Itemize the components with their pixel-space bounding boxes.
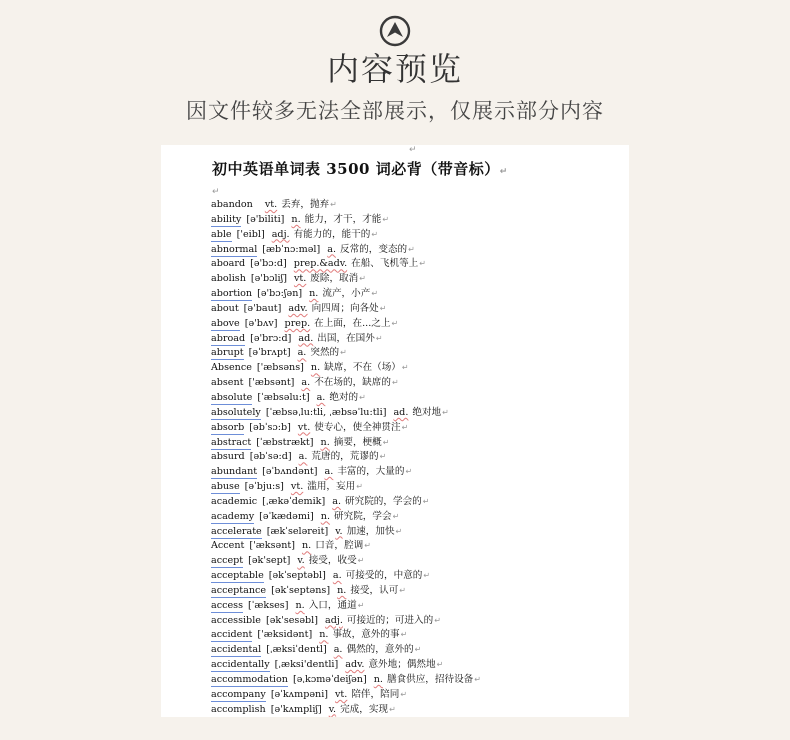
entry-definition: 可接受的，中意的 <box>345 570 423 582</box>
entry-part-of-speech: a. <box>324 466 334 478</box>
paragraph-mark: ↵ <box>414 645 422 655</box>
entry-definition: 事故，意外的事 <box>332 629 400 641</box>
entry-word: abstract <box>211 436 252 448</box>
entry-part-of-speech: v. <box>335 525 343 537</box>
entry-definition: 口音，腔调 <box>315 540 364 552</box>
entry-part-of-speech: n. <box>301 540 312 552</box>
entry-definition: 有能力的，能干的 <box>293 228 371 240</box>
entry-part-of-speech: a. <box>298 451 308 463</box>
entry-phonetic: [ə'baut] <box>243 302 282 314</box>
entry-phonetic: [ˌæksi'dentli] <box>274 659 339 671</box>
entry-part-of-speech: a. <box>316 391 326 403</box>
entry-phonetic: [ˈækses] <box>248 599 289 611</box>
paragraph-mark: ↵ <box>389 704 396 714</box>
entry-definition: 绝对的 <box>329 391 359 403</box>
entry-word: acceptance <box>211 584 267 596</box>
entry-phonetic: [əkˈseptəns] <box>271 584 331 596</box>
word-entry <box>211 391 621 406</box>
paragraph-mark: ↵ <box>409 145 417 155</box>
entry-word: abroad <box>211 332 246 344</box>
entry-phonetic: [əˈbrʌpt] <box>248 347 291 359</box>
word-entry <box>211 569 621 584</box>
entry-definition: 缺席，不在（场） <box>324 362 401 374</box>
entry-word: aboard <box>211 258 246 270</box>
entry-part-of-speech: vt. <box>335 688 348 700</box>
entry-phonetic: ['æbsənt] <box>248 377 295 389</box>
entry-word: abrupt <box>211 347 244 359</box>
entry-word: accommodation <box>211 674 288 685</box>
paragraph-mark: ↵ <box>401 363 409 373</box>
entry-phonetic: [əˈkʌmpəni] <box>270 688 329 700</box>
entry-definition: 突然的 <box>310 347 340 359</box>
word-entry <box>211 287 621 302</box>
entry-definition: 完成，实现 <box>340 703 389 715</box>
logo-icon <box>379 15 411 47</box>
entry-word: absent <box>211 377 244 389</box>
paragraph-mark: ↵ <box>405 467 413 477</box>
entry-word: accidental <box>211 644 262 656</box>
entry-word: absolutely <box>211 406 261 418</box>
entry-part-of-speech: a. <box>297 347 307 359</box>
paragraph-mark: ↵ <box>401 422 409 432</box>
entry-phonetic: [əˈkædəmi] <box>259 510 314 522</box>
entry-part-of-speech: a. <box>332 495 342 507</box>
paragraph-mark: ↵ <box>400 630 408 640</box>
entry-word: about <box>211 302 239 314</box>
entry-phonetic: [ə'bʌv] <box>244 317 278 329</box>
entry-phonetic: [ˈæbstrækt] <box>256 436 314 448</box>
word-entry <box>211 228 621 243</box>
word-entry <box>211 599 621 614</box>
word-entry <box>211 688 621 703</box>
entry-phonetic: [ə'bɔ:d] <box>250 258 287 270</box>
entry-word: accelerate <box>211 525 262 537</box>
entry-part-of-speech: ad. <box>393 406 409 418</box>
preview-header <box>0 0 790 145</box>
paragraph-mark: ↵ <box>436 660 444 670</box>
entry-phonetic: [ə'bɔliʃ] <box>250 273 287 285</box>
word-entry <box>211 332 621 347</box>
entry-phonetic: [ə'brɔ:d] <box>250 332 292 344</box>
word-entry <box>211 272 621 287</box>
word-list <box>211 198 621 717</box>
page-subtitle: 因文件较多无法全部展示，仅展示部分内容 <box>186 99 604 123</box>
paragraph-mark: ↵ <box>395 526 403 536</box>
entry-phonetic: [əbˈsɔ:b] <box>249 421 291 433</box>
word-entry <box>211 614 621 629</box>
entry-word: accomplish <box>211 703 266 715</box>
entry-part-of-speech: adv. <box>345 659 365 671</box>
entry-definition: 能力，才干，才能 <box>304 213 382 225</box>
entry-part-of-speech: n. <box>320 436 330 448</box>
entry-definition: 丢弃，抛弃 <box>281 199 330 210</box>
entry-phonetic: [əbˈsə:d] <box>249 451 292 463</box>
word-entry <box>211 436 621 451</box>
paragraph-mark: ↵ <box>212 187 220 197</box>
entry-phonetic: [ək'sesəbl] <box>265 614 318 626</box>
paragraph-mark: ↵ <box>391 378 399 388</box>
entry-part-of-speech: n. <box>291 213 301 225</box>
entry-definition: 向四周；向各处 <box>311 302 379 314</box>
paragraph-mark: ↵ <box>340 348 347 358</box>
word-entry <box>211 628 621 643</box>
entry-word: abnormal <box>211 243 258 255</box>
word-entry <box>211 554 621 569</box>
word-entry <box>211 361 621 376</box>
entry-phonetic: ['æbsəns] <box>256 362 304 374</box>
word-entry <box>211 257 621 272</box>
word-entry <box>211 480 621 495</box>
entry-part-of-speech: ad. <box>298 332 314 344</box>
paragraph-mark: ↵ <box>382 437 390 447</box>
entry-phonetic: [ækˈseləreit] <box>266 525 329 537</box>
paragraph-mark: ↵ <box>422 496 430 506</box>
paragraph-mark: ↵ <box>357 600 365 610</box>
word-entry <box>211 346 621 361</box>
entry-part-of-speech: n. <box>319 629 329 641</box>
entry-phonetic: [əˈbju:s] <box>244 481 284 493</box>
entry-phonetic: [ək'sept] <box>248 555 291 567</box>
entry-part-of-speech: adj. <box>324 614 343 626</box>
entry-word: accept <box>211 555 244 567</box>
paragraph-mark: ↵ <box>391 318 399 328</box>
word-entry <box>211 658 621 673</box>
entry-definition: 陪伴，陪同 <box>351 688 400 700</box>
entry-phonetic: [æbˈnɔ:məl] <box>262 243 321 255</box>
entry-part-of-speech: vt. <box>264 199 278 210</box>
entry-word: ability <box>211 213 242 225</box>
entry-word: absolute <box>211 391 253 403</box>
entry-definition: 偶然的，意外的 <box>346 644 414 656</box>
paragraph-mark: ↵ <box>379 303 387 313</box>
word-entry <box>211 525 621 540</box>
entry-word: abolish <box>211 273 246 285</box>
word-entry <box>211 703 621 717</box>
word-entry <box>211 317 621 332</box>
entry-definition: 摘要，梗概 <box>333 436 382 448</box>
entry-part-of-speech: vt. <box>290 481 304 493</box>
paragraph-mark: ↵ <box>423 571 431 581</box>
entry-definition: 丰富的，大量的 <box>337 466 405 478</box>
entry-definition: 入口，通道 <box>308 599 357 611</box>
entry-part-of-speech: n. <box>295 599 305 611</box>
entry-part-of-speech: a. <box>333 644 343 656</box>
word-entry <box>211 465 621 480</box>
entry-phonetic: [ə'bɔ:ʃən] <box>257 288 303 300</box>
word-entry <box>211 539 621 554</box>
paragraph-mark: ↵ <box>408 244 415 254</box>
entry-definition: 反常的，变态的 <box>340 243 408 255</box>
paragraph-mark: ↵ <box>364 541 371 551</box>
entry-definition: 加速，加快 <box>346 525 395 537</box>
entry-phonetic: ['eibl] <box>236 228 265 240</box>
entry-word: absurd <box>211 451 245 463</box>
entry-definition: 滥用，妄用 <box>307 481 356 493</box>
entry-word: above <box>211 317 240 329</box>
paragraph-mark: ↵ <box>419 259 426 269</box>
entry-part-of-speech: v. <box>328 703 337 715</box>
entry-word: Absence <box>211 362 252 374</box>
entry-word: accidentally <box>211 659 270 671</box>
entry-definition: 在船、飞机等上 <box>351 258 419 270</box>
entry-part-of-speech: prep. <box>284 317 311 329</box>
entry-definition: 流产，小产 <box>322 288 371 300</box>
entry-part-of-speech: vt. <box>297 421 311 433</box>
entry-definition: 可接近的；可进入的 <box>346 614 434 626</box>
paragraph-mark: ↵ <box>357 556 365 566</box>
word-entry <box>211 243 621 258</box>
entry-part-of-speech: a. <box>332 570 342 582</box>
paragraph-mark: ↵ <box>359 392 366 402</box>
entry-phonetic: [ə'biliti] <box>246 213 285 225</box>
paragraph-mark: ↵ <box>375 333 383 343</box>
paragraph-mark: ↵ <box>442 407 449 417</box>
entry-word: accident <box>211 629 253 641</box>
entry-definition: 废除，取消 <box>310 273 359 285</box>
entry-phonetic: [ə'kʌmpliʃ] <box>270 703 322 715</box>
entry-phonetic: [əˈbʌndənt] <box>262 466 318 478</box>
paragraph-mark: ↵ <box>434 615 441 625</box>
paragraph-mark: ↵ <box>474 675 481 684</box>
entry-part-of-speech: n. <box>309 288 319 300</box>
entry-word: abuse <box>211 481 240 493</box>
entry-word: abortion <box>211 288 253 300</box>
word-entry <box>211 584 621 599</box>
entry-part-of-speech: a. <box>301 377 311 389</box>
word-entry <box>211 673 621 688</box>
entry-definition: 接受，收受 <box>308 555 357 567</box>
paragraph-mark: ↵ <box>392 511 400 521</box>
entry-definition: 接受，认可 <box>350 584 399 596</box>
entry-definition: 在上面，在...之上 <box>314 317 391 329</box>
word-entry <box>211 450 621 465</box>
entry-definition: 研究院的，学会的 <box>345 495 422 507</box>
paragraph-mark: ↵ <box>356 482 363 492</box>
entry-phonetic: ['æksidənt] <box>257 629 313 641</box>
entry-part-of-speech: n. <box>320 510 331 522</box>
entry-definition: 意外地；偶然地 <box>368 659 436 671</box>
entry-part-of-speech: prep.&adv. <box>293 258 348 270</box>
paragraph-mark: ↵ <box>399 585 406 595</box>
entry-definition: 不在场的，缺席的 <box>314 377 391 389</box>
word-entry <box>211 198 621 213</box>
entry-phonetic: [əˌkɔməˈdeiʃən] <box>292 674 367 685</box>
entry-part-of-speech: adj. <box>271 228 290 240</box>
entry-part-of-speech: n. <box>373 674 383 685</box>
paragraph-mark: ↵ <box>330 200 337 209</box>
word-entry <box>211 406 621 421</box>
word-entry <box>211 302 621 317</box>
paragraph-mark: ↵ <box>371 289 379 299</box>
word-entry <box>211 495 621 510</box>
entry-part-of-speech: vt. <box>293 273 307 285</box>
entry-definition: 出国，在国外 <box>317 332 375 344</box>
entry-word: abandon <box>211 199 253 210</box>
paragraph-mark: ↵ <box>400 689 408 699</box>
entry-word: able <box>211 228 232 240</box>
entry-definition: 使专心，使全神贯注 <box>314 421 401 433</box>
entry-phonetic: [ˈæbsəˌlu:tli, ˌæbsəˈlu:tli] <box>265 406 387 418</box>
entry-part-of-speech: v. <box>297 555 305 567</box>
entry-word: Accent <box>211 540 245 552</box>
entry-word: abundant <box>211 466 258 478</box>
entry-phonetic: [ˌækəˈdemik] <box>262 495 326 507</box>
word-entry <box>211 213 621 228</box>
document-title: 初中英语单词表 3500 词必背（带音标）↵ <box>212 160 508 178</box>
paragraph-mark: ↵ <box>371 229 379 239</box>
word-entry <box>211 643 621 658</box>
paragraph-mark: ↵ <box>382 214 390 224</box>
document-preview <box>161 145 629 717</box>
word-entry <box>211 376 621 391</box>
entry-part-of-speech: adv. <box>288 302 308 314</box>
entry-part-of-speech: n. <box>310 362 321 374</box>
entry-definition: 研究院，学会 <box>334 510 392 522</box>
entry-word: acceptable <box>211 570 264 582</box>
entry-part-of-speech: n. <box>337 584 347 596</box>
entry-definition: 荒唐的，荒谬的 <box>311 451 379 463</box>
entry-definition: 绝对地 <box>412 406 442 418</box>
entry-word: academy <box>211 510 255 522</box>
entry-definition: 膳食供应，招待设备 <box>386 674 474 685</box>
entry-word: accessible <box>211 614 261 626</box>
entry-part-of-speech: a. <box>327 243 336 255</box>
entry-phonetic: [ˌæksiˈdentl] <box>266 644 327 656</box>
entry-word: absorb <box>211 421 245 433</box>
page-title: 内容预览 <box>326 50 463 88</box>
entry-word: academic <box>211 495 258 507</box>
paragraph-mark: ↵ <box>359 274 366 284</box>
entry-word: accompany <box>211 688 266 700</box>
entry-phonetic: ['æksənt] <box>249 540 295 552</box>
entry-word: access <box>211 599 243 611</box>
paragraph-mark: ↵ <box>379 452 387 462</box>
entry-phonetic: [ˈæbsəlu:t] <box>257 391 310 403</box>
entry-phonetic: [əkˈseptəbl] <box>268 570 326 582</box>
word-entry <box>211 421 621 436</box>
word-entry <box>211 510 621 525</box>
